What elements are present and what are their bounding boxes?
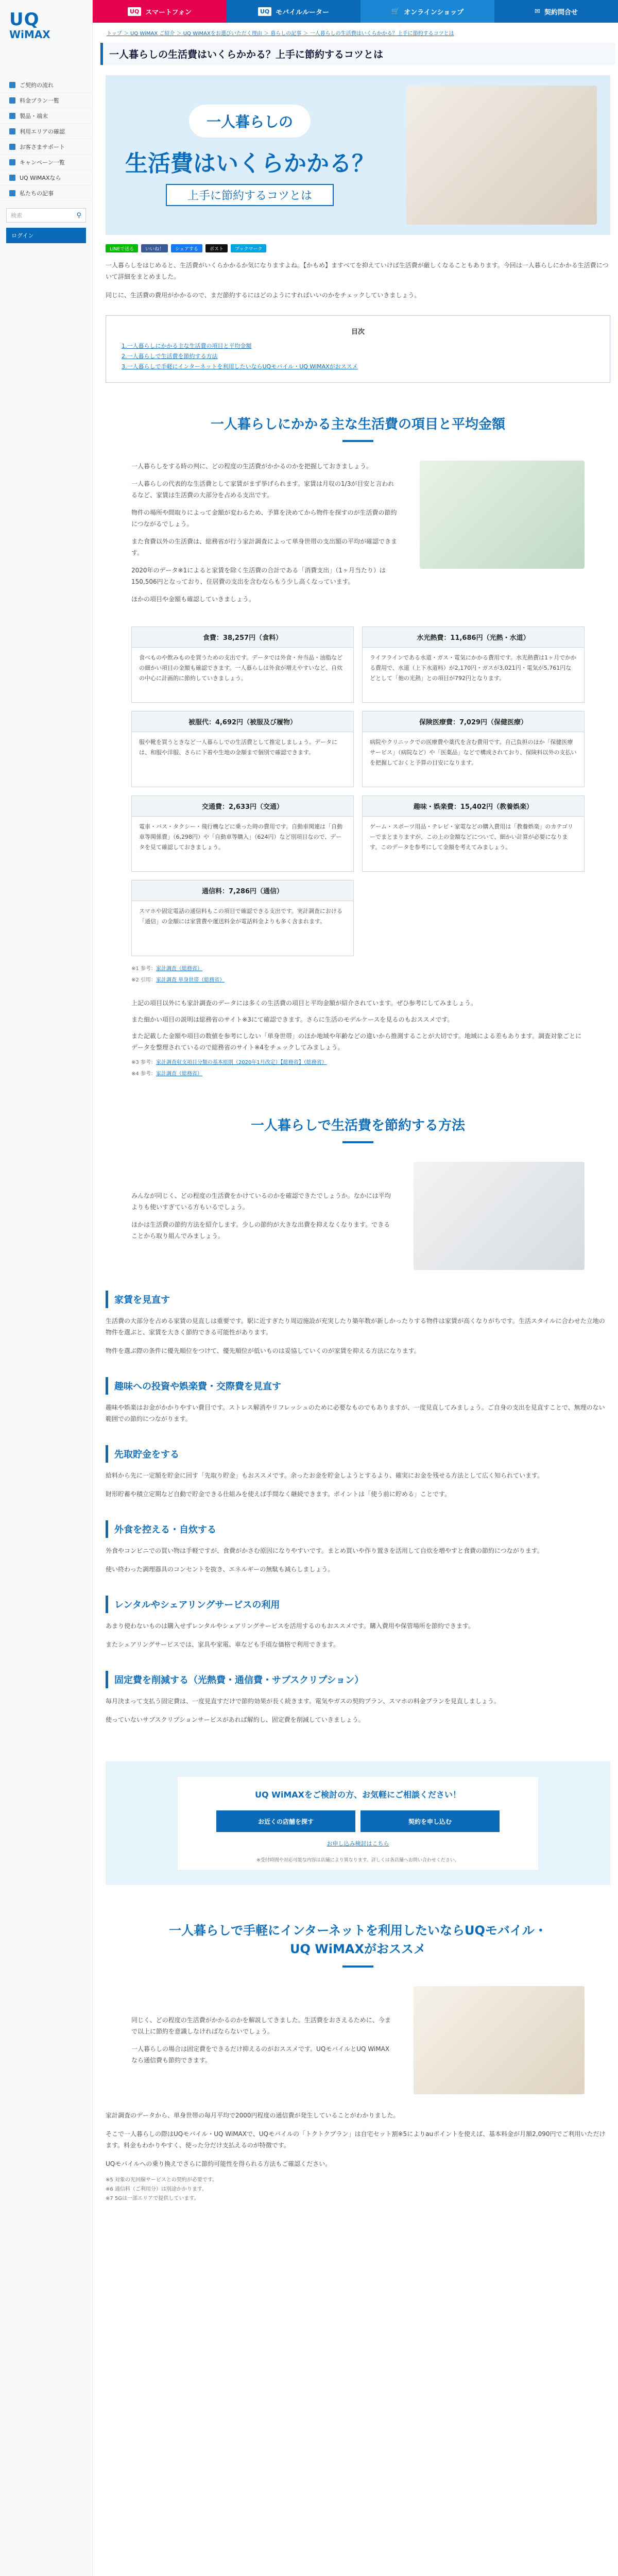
section-paragraph: また記載した金額や項目の数値を参考にしない「単身世帯」のほか地域や年齢などの違いから推測することが大切です。地域による差もあります。調査対象ごとにデータを整理されているので総務省のサイト※4をチェックしてみましょう。 xyxy=(131,1032,582,1051)
section-paragraph: そこで一人暮らしの際はUQモバイル・UQ WiMAXで、UQモバイルの「トクトクプラン」は自宅セット割※5によりauポイントを使えば、基本料金が月額2,090円でご利用いただけます。料金もわかりやすく、使った分だけ支払えるのが特徴です。 xyxy=(106,2130,606,2149)
footnote-text: 対象の光回線サービスとの契約が必要です。 xyxy=(114,2177,218,2183)
top-navigation xyxy=(93,0,618,23)
footnote-mark: ※4 xyxy=(131,1071,139,1077)
sidebar-item-label: キャンペーン一覧 xyxy=(20,159,65,166)
footnote xyxy=(106,2185,610,2194)
apply-info-link[interactable]: お申し込み検討はこちら xyxy=(327,1840,389,1847)
footnote-mark: ※2 xyxy=(131,977,139,983)
expense-card-transport xyxy=(131,795,354,872)
card-body: 服や靴を買うときなど一人暮らしでの生活費として推定しましょう。データには、和服や洋服、さらに下着や生地の金額まで個別で確認できます。 xyxy=(139,739,337,756)
sidebar-item-label: ご契約の流れ xyxy=(20,81,54,89)
section-paragraph: 家計調査のデータから、単身世帯の毎月平均で2000円程度の通信費が発生していることがわかりました。 xyxy=(106,2112,400,2119)
tab-online-shop[interactable] xyxy=(360,0,494,23)
hero-label-1: 一人暮らしの xyxy=(189,105,311,138)
login-label: ログイン xyxy=(11,232,34,239)
expense-card-hobby xyxy=(362,795,585,872)
sidebar-item-label: 私たちの記事 xyxy=(20,190,54,197)
support-icon xyxy=(9,144,15,150)
expense-card-medical xyxy=(362,711,585,787)
footnote-prefix: 参考： xyxy=(140,966,156,972)
hero-label-3: 上手に節約するコツとは xyxy=(166,184,334,206)
card-body: 病院やクリニックでの医療費や薬代を含む費用です。自己負担のほか「保健医療サービス」（病院など）や「医薬品」などで構成されており、保険料以外の支払いを把握しておくと予算の目安になります。 xyxy=(370,739,577,766)
sidebar-item-label: UQ WiMAXなら xyxy=(20,174,61,181)
sidebar-item-campaign[interactable] xyxy=(0,155,92,170)
like-button[interactable]: いいね！ xyxy=(141,244,168,252)
sidebar-item-articles[interactable] xyxy=(0,185,92,201)
flow-icon xyxy=(9,82,15,88)
section-paragraph: ほかの項目や金額も確認していきましょう。 xyxy=(131,596,255,603)
search-input[interactable] xyxy=(6,208,86,223)
toc-link[interactable]: 3.一人暮らしで手軽にインターネットを利用したいならUQモバイル・UQ WiMAXがおススメ xyxy=(122,363,358,370)
footnote xyxy=(106,2194,610,2204)
section-paragraph: 同じく、どの程度の生活費がかかるのかを解説してきました。生活費をおさえるために、今まで以上に節約を意識しなければならないでしょう。 xyxy=(131,2016,391,2035)
sidebar xyxy=(0,0,93,2576)
footnote xyxy=(131,976,585,985)
footnote xyxy=(131,964,585,974)
section-heading: 一人暮らしにかかる主な生活費の項目と平均金額 xyxy=(100,414,615,442)
subsection-heading: 家賃を見直す xyxy=(106,1291,610,1308)
footnote xyxy=(106,2176,610,2185)
subsection-paragraph: またシェアリングサービスでは、家具や家電、車なども手頃な価格で利用できます。 xyxy=(106,1641,340,1648)
bookmark-button[interactable]: ブックマーク xyxy=(231,244,266,252)
hero-photo xyxy=(406,86,597,225)
subsection-heading: 固定費を削減する（光熱費・通信費・サブスクリプション） xyxy=(106,1671,610,1688)
logo-wimax-text: WiMAX xyxy=(9,28,50,41)
card-heading: 被服代：4,692円（被服及び履物） xyxy=(132,711,353,732)
line-share-button[interactable]: LINEで送る xyxy=(106,244,138,252)
sidebar-item-plans[interactable] xyxy=(0,93,92,108)
card-heading: 交通費：2,633円（交通） xyxy=(132,796,353,817)
section-heading: 一人暮らしで生活費を節約する方法 xyxy=(100,1115,615,1143)
subsection-heading: 外食を控える・自炊する xyxy=(106,1520,610,1538)
section-paragraph: 一人暮らしをする時の判に、どの程度の生活費がかかるのかを把握しておきましょう。 xyxy=(131,463,373,470)
footnote-text: 通信料（ご利用分）は別途かかります。 xyxy=(114,2187,208,2192)
section-paragraph: UQモバイルへの乗り換えでさらに節約可能性を得られる方法もご確認ください。 xyxy=(106,2160,332,2167)
footnote-mark: ※5 xyxy=(106,2177,113,2183)
section-paragraph: 上記の項目以外にも家計調査のデータには多くの生活費の項目と平均金額が紹介されています。ぜひ参考にしてみましょう。 xyxy=(131,999,477,1007)
consultation-banner xyxy=(106,1761,610,1885)
toc-link[interactable]: 2.一人暮らしで生活費を節約する方法 xyxy=(122,353,218,360)
tab-label: 契約問合せ xyxy=(544,8,578,16)
footnote-prefix: 参考： xyxy=(140,1071,156,1077)
facebook-share-button[interactable]: シェアする xyxy=(171,244,202,252)
sidebar-item-support[interactable] xyxy=(0,139,92,155)
footnote xyxy=(131,1070,585,1079)
sidebar-item-flow[interactable] xyxy=(0,77,92,93)
logo-uq-text: UQ xyxy=(9,9,40,30)
section-heading: 一人暮らしで手軽にインターネットを利用したいならUQモバイル・UQ WiMAXがおススメ xyxy=(100,1921,615,1968)
sidebar-item-about[interactable] xyxy=(0,170,92,185)
main-content xyxy=(100,23,615,2204)
sidebar-item-area[interactable] xyxy=(0,124,92,139)
cta-heading: UQ WiMAXをご検討の方、お気軽にご相談ください！ xyxy=(255,1790,461,1800)
footnote-mark: ※6 xyxy=(106,2187,113,2192)
hero-banner xyxy=(106,75,610,235)
card-heading: 保険医療費：7,029円（保健医療） xyxy=(363,711,584,732)
section-paragraph: ほかは生活費の節約方法を紹介します。少しの節約が大きな出費を抑えなくなります。できることから取り組んでみましょう。 xyxy=(131,1221,390,1240)
mail-icon: ✉ xyxy=(535,7,540,15)
subsection-paragraph: 財形貯蓄や積立定期など自動で貯金できる仕組みを使えば手間なく継続できます。ポイントは「使う前に貯める」ことです。 xyxy=(106,1490,451,1498)
expense-card-communication xyxy=(131,880,354,956)
footnote-link[interactable]: 家計調査（総務省） xyxy=(156,1071,202,1077)
subsection-heading: レンタルやシェアリングサービスの利用 xyxy=(106,1596,610,1613)
subsection-paragraph: 使っていないサブスクリプションサービスがあれば解約し、固定費を削減していきましょう。 xyxy=(106,1716,365,1723)
tab-contact[interactable] xyxy=(494,0,618,23)
subsection-paragraph: 給料から先に一定額を貯金に回す「先取り貯金」もおススメです。余ったお金を貯金しようとするより、確実にお金を残せる方法として広く知られています。 xyxy=(106,1472,544,1479)
sidebar-item-label: お客さまサポート xyxy=(20,143,65,150)
tab-badge: UQ xyxy=(258,7,271,16)
thinking-woman-photo xyxy=(414,1162,585,1270)
section-paragraph: 一人暮らしの場合は固定費をできるだけ抑えるのがおススメです。UQモバイルとUQ WiMAXなら通信費も節約できます。 xyxy=(131,2045,390,2064)
card-heading: 通信料：7,286円（通信） xyxy=(132,880,353,901)
subsection-paragraph: 使い終わった調理器具のコンセントを抜き、エネルギーの無駄も減らしましょう。 xyxy=(106,1566,334,1573)
footnote-mark: ※7 xyxy=(106,2196,113,2201)
tab-badge: UQ xyxy=(128,7,141,16)
login-button[interactable] xyxy=(6,228,86,243)
x-post-button[interactable]: ポスト xyxy=(205,244,228,252)
tab-mobile-router[interactable] xyxy=(227,0,360,23)
card-body: 電車・バス・タクシー・飛行機などに乗った時の費用です。自動車関連は「自動車等関係費」（6,298円）や「自動車等購入」（624円）など別項目なので、データを見て確認しておきましょう。 xyxy=(139,823,343,851)
section-paragraph: 2020年のデータ※1によると家賃を除く生活費の合計である「消費支出」（1ヶ月当たり）は150,506円となっており、住居費の支出を含むならもう少し高くなっています。 xyxy=(131,567,386,585)
card-body: ライフラインである水道・ガス・電気にかかる費用です。水光熱費は1ヶ月でかかる費用で、水道（上下水道料）が2,170円・ガスが3,021円・電気が5,761円などとして「他の光熱」との項目が792円となります。 xyxy=(370,654,577,682)
info-icon xyxy=(9,175,15,181)
breadcrumb[interactable]: トップ ＞ UQ WiMAX ご紹介 ＞ UQ WiMAXをお選びいただく理由 ＞ 暮らしの記事 ＞ 一人暮らしの生活費はいくらかかる？上手に節約するコツとは xyxy=(107,31,454,37)
card-heading: 水光熱費：11,686円（光熱・水道） xyxy=(363,627,584,648)
expense-cards xyxy=(131,626,585,956)
section-paragraph: みんなが同じく、どの程度の生活費をかけているのかを確認できたでしょうか。なかには平均よりも使いすぎている方もいるでしょう。 xyxy=(131,1192,391,1211)
search-icon[interactable]: ⚲ xyxy=(76,211,81,219)
subsection-paragraph: あまり使わないものは購入せずレンタルやシェアリングサービスを活用するのもおススメです。購入費用や保管場所を節約できます。 xyxy=(106,1622,474,1630)
subsection-paragraph: 趣味や娯楽はお金がかかりやすい費目です。ストレス解消やリフレッシュのために必要なものでもありますが、一度見直してみましょう。ご自身の支出を見直すことで、無理のない範囲での節約につながります。 xyxy=(106,1404,605,1422)
share-buttons xyxy=(106,244,610,252)
area-icon xyxy=(9,128,15,134)
section-paragraph: また細かい項目の説明は総務省のサイト※3にて確認できます。さらに生活のモデルケースを見るのもおススメです。 xyxy=(131,1016,454,1023)
subsection-paragraph: 生活費の大部分を占める家賃の見直しは重要です。駅に近すぎたり周辺施設が充実したり築年数が新しかったりする物件は家賃が高くなりがちです。生活スタイルに合わせた立地の物件を選ぶと、家賃を大きく節約できる可能性があります。 xyxy=(106,1317,605,1336)
sidebar-item-label: 料金プラン一覧 xyxy=(20,97,59,104)
toc-heading: 目次 xyxy=(351,328,365,336)
tab-label: スマートフォン xyxy=(145,8,192,16)
sidebar-item-devices[interactable] xyxy=(0,108,92,124)
campaign-icon xyxy=(9,159,15,165)
footnote-prefix: 引用： xyxy=(140,977,156,983)
sidebar-item-label: 製品・端末 xyxy=(20,112,48,120)
apply-button[interactable]: 契約を申し込む xyxy=(360,1810,500,1832)
card-body: 食べものや飲みものを買うための支出です。データでは外食・弁当品・油脂などの細かい項目の金額も確認できます。一人暮らしは外食が増えやすいなど、自炊の中心に計画的に節約していきましょう。 xyxy=(139,654,343,682)
tab-label: オンラインショップ xyxy=(404,8,464,16)
search-placeholder: 検索 xyxy=(11,212,22,219)
cta-note: ※受付時間や対応可能な内容は店舗により異なります。詳しくは各店舗へお問い合わせください。 xyxy=(256,1858,459,1863)
cart-icon: 🛒 xyxy=(391,7,400,15)
card-heading: 趣味・娯楽費：15,402円（教養娯楽） xyxy=(363,796,584,817)
moving-boxes-photo xyxy=(414,1986,585,2094)
tab-label: モバイルルーター xyxy=(276,8,329,16)
subsection-heading: 趣味への投資や娯楽費・交際費を見直す xyxy=(106,1377,610,1395)
tab-smartphone[interactable] xyxy=(93,0,227,23)
section-paragraph: 物件の場所や間取りによって金額が変わるため、予算を決めてから物件を探すのが生活費の節約につながるでしょう。 xyxy=(131,509,397,528)
subsection-paragraph: 外食やコンビニでの買い物は手軽ですが、食費がかさむ原因になりやすいです。まとめ買いや作り置きを活用して自炊を増やすと食費の節約につながります。 xyxy=(106,1547,543,1554)
device-icon xyxy=(9,113,15,119)
intro-paragraph: 一人暮らしをはじめると、生活費がいくらかかるか気になりますよね。【かもめ】ますべてを抑えていけば生活費が厳しくなることもあります。今回は一人暮らしにかかる生活費について詳細をまとめました。 xyxy=(106,262,609,280)
footnote-link[interactable]: 家計調査 単身世帯（総務省） xyxy=(156,977,225,983)
card-body: スマホや固定電話の通信料もこの項目で確認できる支出です。実計調査における「通信」の金額には家賃費や運送料金が電話料金よりも多く含まれます。 xyxy=(139,908,342,925)
card-body: ゲーム・スポーツ用品・テレビ・家電などの購入費用は「教養娯楽」のカテゴリーでまとまりますが、この上の金額などについて、細かい計算が必要になります。このデータを参考にして金額を考えてみましょう。 xyxy=(370,823,573,851)
subsection-paragraph: 毎月決まって支払う固定費は、一度見直すだけで節約効果が長く続きます。電気やガスの契約プラン、スマホの料金プランを見直しましょう。 xyxy=(106,1698,500,1705)
subsection-paragraph: 物件を選ぶ際の条件に優先順位をつけて、優先順位が低いものは妥協していくのが家賃を抑える方法になります。 xyxy=(106,1347,420,1354)
footnote-text: 5Gは一部エリアで提供しています。 xyxy=(114,2196,199,2201)
section-paragraph: また食費以外の生活費は、総務省が行う家計調査によって単身世帯の支出額の平均が確認できます。 xyxy=(131,538,398,556)
toc-link[interactable]: 1.一人暮らしにかかる主な生活費の項目と平均金額 xyxy=(122,343,252,349)
page-title: 一人暮らしの生活費はいくらかかる？上手に節約するコツとは xyxy=(100,43,615,65)
find-store-button[interactable]: お近くの店舗を探す xyxy=(216,1810,355,1832)
expense-card-food xyxy=(131,626,354,703)
table-of-contents xyxy=(106,315,610,383)
article-icon xyxy=(9,190,15,196)
footnote-mark: ※3 xyxy=(131,1060,139,1065)
uq-wimax-logo[interactable] xyxy=(0,0,92,77)
plan-icon xyxy=(9,97,15,104)
footnote xyxy=(131,1058,585,1067)
footnote-link[interactable]: 家計調査（総務省） xyxy=(156,966,202,972)
hero-label-2: 生活費はいくらかかる？ xyxy=(125,150,374,177)
footnote-prefix: 参考： xyxy=(140,1060,156,1065)
expense-card-utilities xyxy=(362,626,585,703)
footnote-mark: ※1 xyxy=(131,966,139,972)
expense-card-clothing xyxy=(131,711,354,787)
sidebar-item-label: 利用エリアの確認 xyxy=(20,128,65,135)
footnote-link[interactable]: 家計調査収支項目分類の基本原則（2020年1月改定）【総務省】（総務省） xyxy=(156,1060,327,1065)
budget-notebook-photo xyxy=(420,461,585,569)
intro-paragraph: 同じに、生活費の費用がかかるので、まだ節約するにはどのようにすればいいのかをチェックしていきましょう。 xyxy=(106,292,421,299)
section-paragraph: 一人暮らしの代表的な生活費として家賃がまず挙げられます。家賃は月収の1/3が目安と言われるなど、家賃は生活費の大部分を占める支出です。 xyxy=(131,480,394,499)
subsection-heading: 先取貯金をする xyxy=(106,1445,610,1463)
card-heading: 食費：38,257円（食料） xyxy=(132,627,353,648)
